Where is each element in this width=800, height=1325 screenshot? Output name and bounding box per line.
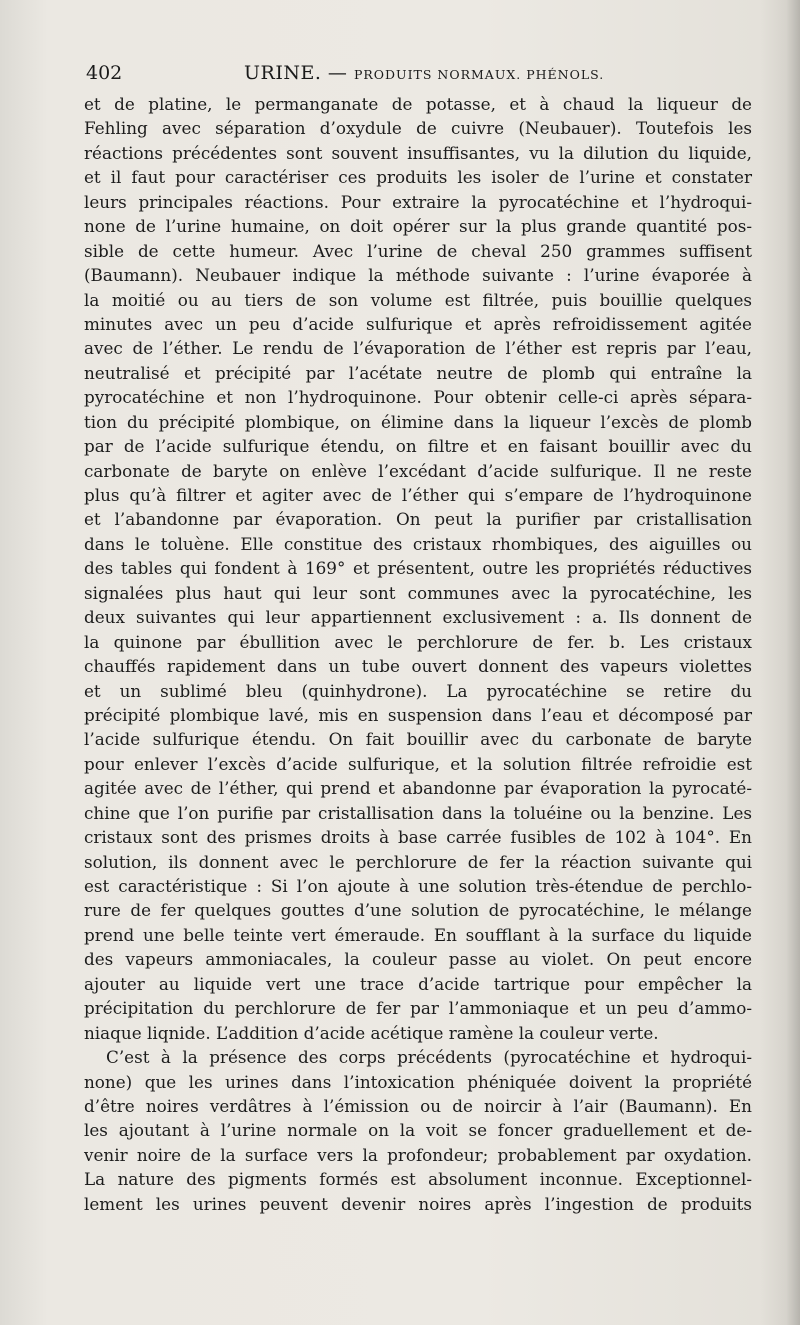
text-line: précipitation du perchlorure de fer par l’ammoniaque et un peu d’ammo- bbox=[84, 998, 752, 1019]
text-line: venir noire de la surface vers la profondeur; probablement par oxydation. bbox=[84, 1144, 752, 1165]
paragraph-1 bbox=[84, 92, 752, 1045]
running-head-subtitle: PRODUITS NORMAUX. PHÉNOLS. bbox=[353, 67, 605, 82]
text-line: deux suivantes qui leur appartiennent exclusivement : a. Ils donnent de bbox=[84, 607, 752, 628]
text-line: carbonate de baryte on enlève l’excédant d’acide sulfurique. Il ne reste bbox=[84, 460, 752, 481]
text-line: dans le toluène. Elle constitue des cristaux rhombiques, des aiguilles ou bbox=[84, 533, 752, 554]
paragraph-2 bbox=[84, 1045, 752, 1216]
text-line: agitée avec de l’éther, qui prend et abandonne par évaporation la pyrocaté- bbox=[84, 778, 752, 799]
page-header bbox=[86, 60, 746, 88]
text-line: des vapeurs ammoniacales, la couleur passe au violet. On peut encore bbox=[84, 949, 752, 970]
text-line: réactions précédentes sont souvent insuffisantes, vu la dilution du liquide, bbox=[84, 142, 752, 163]
text-line: solution, ils donnent avec le perchlorure de fer la réaction suivante qui bbox=[84, 851, 752, 872]
text-line: Fehling avec séparation d’oxydule de cuivre (Neubauer). Toutefois les bbox=[84, 118, 752, 139]
text-line: lement les urines peuvent devenir noires après l’ingestion de produits bbox=[84, 1193, 752, 1214]
text-line: et de platine, le permanganate de potasse, et à chaud la liqueur de bbox=[84, 94, 752, 114]
text-line: minutes avec un peu d’acide sulfurique et après refroidissement agitée bbox=[84, 313, 752, 334]
text-line: et un sublimé bleu (quinhydrone). La pyrocatéchine se retire du bbox=[84, 680, 752, 701]
running-head-title: URINE. bbox=[244, 62, 322, 84]
text-line: tion du précipité plombique, on élimine dans la liqueur l’excès de plomb bbox=[84, 411, 752, 432]
text-line: none de l’urine humaine, on doit opérer sur la plus grande quantité pos- bbox=[84, 216, 752, 237]
text-line: (Baumann). Neubauer indique la méthode suivante : l’urine évaporée à bbox=[84, 265, 752, 286]
text-line: pyrocatéchine et non l’hydroquinone. Pour obtenir celle-ci après sépara- bbox=[84, 387, 752, 408]
text-line: plus qu’à filtrer et agiter avec de l’éther qui s’empare de l’hydroquinone bbox=[84, 485, 752, 505]
text-line: ajouter au liquide vert une trace d’acide tartrique pour empêcher la bbox=[84, 973, 752, 994]
text-line: la quinone par ébullition avec le perchlorure de fer. b. Les cristaux bbox=[84, 631, 752, 652]
text-line: et l’abandonne par évaporation. On peut la purifier par cristallisation bbox=[84, 509, 752, 530]
text-line: pour enlever l’excès d’acide sulfurique, et la solution filtrée refroidie est bbox=[84, 753, 752, 774]
page-edge-shadow bbox=[786, 0, 800, 1325]
text-line: rure de fer quelques gouttes d’une solution de pyrocatéchine, le mélange bbox=[84, 900, 752, 921]
text-line: chauffés rapidement dans un tube ouvert donnent des vapeurs violettes bbox=[84, 656, 752, 677]
text-line: d’être noires verdâtres à l’émission ou de noircir à l’air (Baumann). En bbox=[84, 1095, 752, 1116]
text-line: sible de cette humeur. Avec l’urine de cheval 250 grammes suffisent bbox=[84, 240, 752, 261]
page-number: 402 bbox=[86, 62, 123, 84]
text-line: avec de l’éther. Le rendu de l’évaporation de l’éther est repris par l’eau, bbox=[84, 338, 752, 359]
text-line: none) que les urines dans l’intoxication phéniquée doivent la propriété bbox=[84, 1071, 752, 1092]
text-line: les ajoutant à l’urine normale on la voit se foncer graduellement et de- bbox=[84, 1120, 752, 1141]
body-text bbox=[84, 92, 752, 1216]
text-line: et il faut pour caractériser ces produits les isoler de l’urine et constater bbox=[84, 167, 752, 188]
text-line: est caractéristique : Si l’on ajoute à une solution très-étendue de perchlo- bbox=[84, 876, 752, 896]
text-line: signalées plus haut qui leur sont communes avec la pyrocatéchine, les bbox=[84, 582, 752, 603]
text-line: prend une belle teinte vert émeraude. En soufflant à la surface du liquide bbox=[84, 924, 752, 945]
text-line: par de l’acide sulfurique étendu, on filtre et en faisant bouillir avec du bbox=[84, 436, 752, 457]
text-line: neutralisé et précipité par l’acétate neutre de plomb qui entraîne la bbox=[84, 362, 752, 383]
running-head-separator: — bbox=[327, 62, 348, 84]
text-line: niaque liqnide. L’addition d’acide acétique ramène la couleur verte. bbox=[84, 1022, 659, 1043]
running-head bbox=[244, 62, 604, 84]
text-line: chine que l’on purifie par cristallisation dans la toluéine ou la benzine. Les bbox=[84, 802, 752, 823]
text-line: la moitié ou au tiers de son volume est filtrée, puis bouillie quelques bbox=[84, 289, 752, 310]
text-line: leurs principales réactions. Pour extraire la pyrocatéchine et l’hydroqui- bbox=[84, 191, 752, 212]
text-line: La nature des pigments formés est absolument inconnue. Exceptionnel- bbox=[84, 1169, 752, 1190]
text-line: cristaux sont des prismes droits à base carrée fusibles de 102 à 104°. En bbox=[84, 827, 752, 848]
text-line: C’est à la présence des corps précédents (pyrocatéchine et hydroqui- bbox=[106, 1047, 752, 1068]
text-line: l’acide sulfurique étendu. On fait bouillir avec du carbonate de baryte bbox=[84, 729, 752, 750]
text-line: précipité plombique lavé, mis en suspension dans l’eau et décomposé par bbox=[84, 704, 752, 725]
text-line: des tables qui fondent à 169° et présentent, outre les propriétés réductives bbox=[84, 558, 752, 579]
